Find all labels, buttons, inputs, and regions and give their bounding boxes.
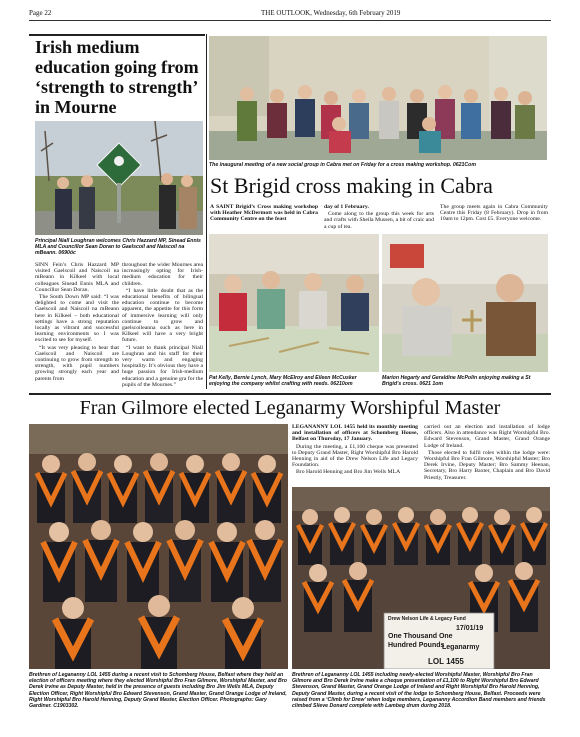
cheque-fund-name: Drew Nelson Life & Legacy Fund [388, 616, 466, 622]
cabra-crafting-caption: Pat Kelly, Bernie Lynch, Mary McElroy and Eileen McCusker enjoying the company whilst crafting with reeds. 06210om [209, 375, 357, 388]
cabra-group-photo [209, 36, 547, 160]
irish-top-rule [29, 34, 205, 36]
cabra-paragraph: Come along to the group this week for arts and crafts with Sheila Mussen, a bit of craic and a cup of tea. [324, 211, 434, 230]
cabra-paragraph: A SAINT Brigid’s Cross making workshop with Heather McDermott was held in Cabra Community Centre on the feast [210, 204, 318, 223]
cabra-crafting-photo [209, 234, 379, 372]
page-number: Page 22 [29, 9, 52, 17]
cheque-lodge: LOL 1455 [428, 657, 464, 666]
cabra-column-1 [210, 204, 318, 224]
cheque [384, 613, 494, 669]
irish-right-rule [206, 34, 207, 389]
cabra-paragraph: day of 1 February. [324, 204, 369, 210]
fran-paragraph: LEGANANNY LOL 1455 held its monthly meeting and installation of officers at Schomberg House, Belfast on Thursday, 17 January. [292, 424, 418, 443]
cabra-column-3 [440, 204, 548, 224]
fran-paragraph: Bro Harold Henning and Bro Jim Wells MLA [296, 469, 401, 476]
paper-dateline: THE OUTLOOK, Wednesday, 6th February 2019 [261, 9, 401, 17]
irish-paragraph: “It was very pleasing to hear that Gaelscoil and Naiscoil are continuing to grow from strength to strength, with pupil numbers growing strongly each year and parents from [35, 344, 119, 382]
irish-photo [35, 121, 203, 235]
irish-headline: Irish medium education going from ‘strength to strength’ in Mourne [35, 37, 199, 117]
irish-column-2 [122, 262, 203, 389]
page-header [29, 8, 551, 20]
irish-paragraph: SINN Fein’s Chris Hazzard MP visited Gaelscoil and Naiscoil na mBeann in Kilkeel with local colleagues Sinead Ennis MLA and Councillor Sean Doran. [35, 262, 119, 293]
irish-photo-caption: Principal Niall Loughran welcomes Chris Hazzard MP, Sinead Ennis MLA and Councillor Sean Doran to Gaelscoil and Naiscoil na mBeann. 0690öc [35, 238, 201, 257]
irish-column-1 [35, 262, 119, 383]
irish-paragraph: throughout the wider Mournes area increasingly opting for Irish-medium education for their children. [122, 262, 203, 287]
irish-paragraph: “I have little doubt that as the educational benefits of bilingual education continue to become apparent, the appetite for this form of immersive learning will only continue to grow and gaelscoileanna such as here in Kilkeel will have a very bright future. [122, 287, 203, 344]
fran-paragraph: Those elected to fulfil roles within the lodge were: Worshipful Bro Fran Gilmore, Worshipful Master; Bro Derek Irvine, Deputy Master; Bro Sammy Heenan, Secretary, Bro Harry Baxter, Chaplain and Bro David Priestly, Treasurer. [424, 449, 550, 481]
fran-top-rule [29, 393, 551, 395]
fran-paragraph: carried out an election and installation of lodge officers. Also in attendance was Right Worshipful Bro. Edward Stevenson, Grand Master, Grand Orange Lodge of Ireland. [424, 424, 550, 449]
cabra-cross-caption: Marion Hegarty and Geraldine McPolin enjoying making a St Brigid’s cross. 0621 1om [382, 375, 531, 388]
cabra-column-2 [324, 204, 434, 231]
header-rule [29, 20, 551, 21]
irish-paragraph: “I want to thank principal Niall Loughran and his staff for their very warm and engaging hospitality. It’s obvious they have a huge passion for Irish-medium education and a genuine gra for the pupils of the Mournes.” [122, 344, 203, 388]
lodge-left-caption: Brethren of Legananny LOL 1455 during a recent visit to Schomberg House, Belfast where they held an election of officers meeting where they elected Worshipful Bro Fran Gilmore, Worshipful Master, and Bro Derek Irvine as Deputy Master, held in the presence of guests including Bro Jim Wells MLA, Deputy Election Officer, Right Worshipful Bro Edward Stevenson, Grand Master, Grand Orange Lodge of Ireland, Right Worshipful Bro Harold Henning, Deputy Grand Master, Election Officer. Photographs: Gary Gardiner. C1903302. [29, 672, 287, 710]
cheque-date: 17/01/19 [456, 625, 484, 632]
cheque-amount-line-1: One Thousand One [388, 633, 453, 640]
lodge-group-photo-left [29, 424, 288, 669]
fran-column-2 [424, 424, 550, 482]
cheque-amount-line-2: Hundred Pounds [388, 642, 445, 649]
fran-headline: Fran Gilmore elected Leganarmy Worshipful Master [79, 397, 501, 419]
cabra-cross-photo [382, 234, 548, 372]
cabra-paragraph: The group meets again in Cabra Community Centre this Friday (8 February). Drop in from 10am to 12pm. Cost £5. Everyone welcome. [440, 204, 548, 223]
cheque-payee: Leganarmy [442, 644, 480, 651]
irish-paragraph: The South Down MP said: “I was delighted to come and visit the Gaelscoil and Naiscoil na mBeann here in Kilkeel – both educational settings have a strong reputation locally as vibrant and successful learning environments so I was excited to see for myself. [35, 294, 119, 344]
cabra-top-caption: The inaugural meeting of a new social group in Cabra met on Friday for a cross making workshop. 0621Com [209, 162, 476, 168]
lodge-right-caption: Brethren of Legananny LOL 1455 including newly-elected Worshipful Master, Worshipful Bro Fran Gilmore and Bro Derek Irvine make a cheque presentation of £1,100 to Right Worshipful Bro Edward Stevenson, Grand Master, Grand Orange Lodge of Ireland and Right Worshipful Bro Harold Henning, Deputy Grand Master, during a recent visit of the lodge to Schomberg House, Belfast. Proceeds were raised from a ‘Climb for Drew’ when lodge members, Legananny Accordion Band members and friends climbed Slieve Donard complete with Lambeg drum during 2018. [292, 672, 546, 710]
fran-column-1 [292, 424, 418, 477]
cabra-headline: St Brigid cross making in Cabra [210, 173, 493, 198]
fran-paragraph: During the meeting, a £1,100 cheque was presented to Deputy Grand Master, Right Worshipful Bro Harold Henning in aid of the Drew Nelson Life and Legacy Foundation. [292, 443, 418, 469]
